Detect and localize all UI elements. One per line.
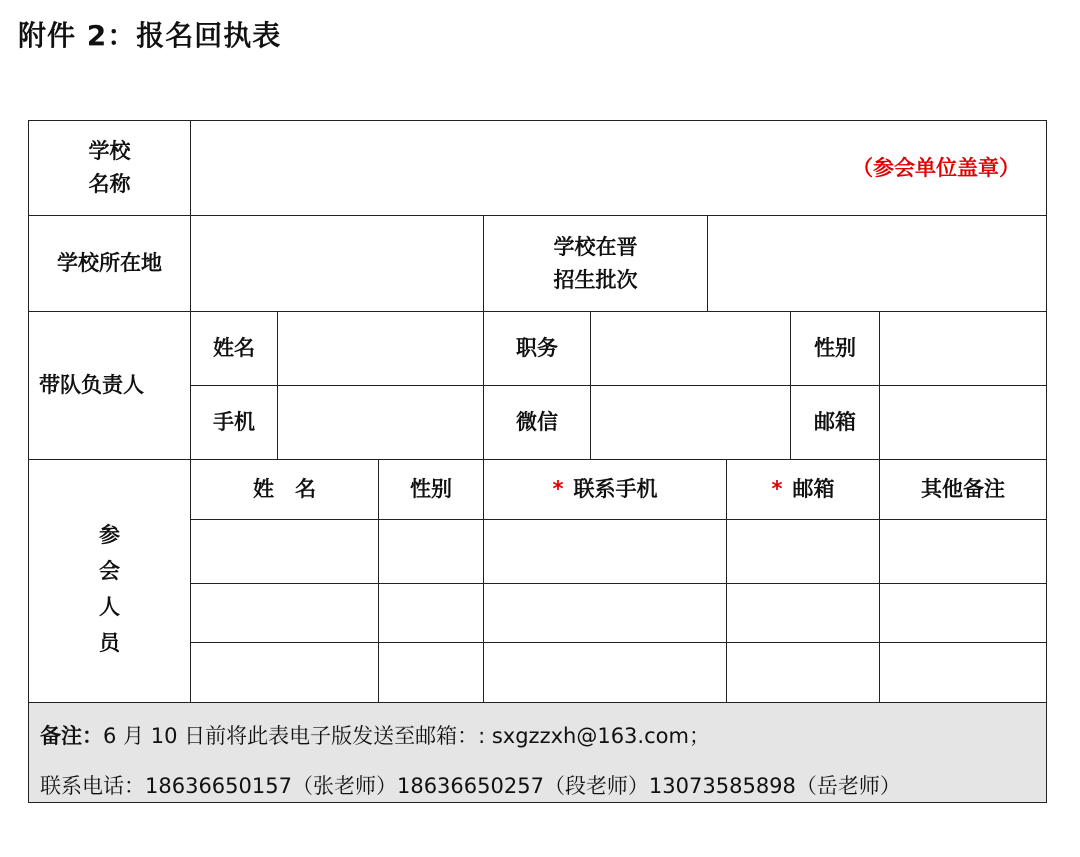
attendee-gender-field[interactable]: [378, 583, 484, 643]
leader-wechat-field[interactable]: [590, 385, 791, 460]
attendees-label-char: 员: [99, 631, 120, 655]
leader-position-field[interactable]: [590, 311, 791, 386]
admission-batch-label-line2: 招生批次: [553, 267, 638, 292]
attendee-email-field[interactable]: [726, 583, 880, 643]
attendee-other-field[interactable]: [879, 519, 1047, 584]
required-mark: *: [771, 477, 783, 501]
attendee-name-field[interactable]: [190, 642, 379, 703]
admission-batch-label-line1: 学校在晋: [553, 234, 638, 259]
school-name-label-line1: 学校: [88, 139, 131, 163]
attendee-gender-field[interactable]: [378, 642, 484, 703]
attendee-name-field[interactable]: [190, 583, 379, 643]
page-title: 附件 2：报名回执表: [18, 19, 282, 52]
school-name-field[interactable]: [190, 120, 1047, 216]
leader-gender-field[interactable]: [879, 311, 1047, 386]
remarks-contact-line: [40, 761, 1036, 811]
attendee-email-field[interactable]: [726, 519, 880, 584]
attendees-label-char: 参: [99, 523, 120, 547]
attendee-mobile-field[interactable]: [483, 642, 727, 703]
leader-gender-label: 性别: [790, 311, 880, 386]
seal-note: （参会单位盖章）: [852, 155, 1020, 180]
attendees-label-char: 会: [99, 559, 120, 583]
leader-mobile-field[interactable]: [277, 385, 484, 460]
attendee-name-field[interactable]: [190, 519, 379, 584]
remarks-deadline-line: [40, 711, 1036, 761]
remarks-box: [28, 702, 1047, 803]
attendee-other-field[interactable]: [879, 583, 1047, 643]
school-name-label-line2: 名称: [88, 172, 131, 196]
remarks-label: 备注：: [40, 724, 103, 748]
leader-email-field[interactable]: [879, 385, 1047, 460]
school-location-label: 学校所在地: [28, 215, 191, 312]
leader-label: 带队负责人: [28, 311, 191, 460]
registration-form: [28, 120, 1047, 803]
attendee-other-field[interactable]: [879, 642, 1047, 703]
attendee-email-field[interactable]: [726, 642, 880, 703]
leader-position-label: 职务: [483, 311, 591, 386]
required-mark: *: [552, 477, 564, 501]
attendees-label-char: 人: [99, 595, 120, 619]
attendee-mobile-field[interactable]: [483, 519, 727, 584]
admission-batch-label: [483, 215, 708, 312]
attendees-label: [28, 459, 191, 703]
admission-batch-field[interactable]: [707, 215, 1047, 312]
leader-email-label: 邮箱: [790, 385, 880, 460]
column-header-mobile: * 联系手机: [483, 459, 727, 520]
leader-mobile-label: 手机: [190, 385, 278, 460]
column-header-gender: 性别: [378, 459, 484, 520]
column-header-name: 姓 名: [190, 459, 379, 520]
attendee-gender-field[interactable]: [378, 519, 484, 584]
school-name-label: [28, 120, 191, 216]
remarks-deadline-text: 6 月 10 日前将此表电子版发送至邮箱：: sxgzzxh@163.com；: [103, 724, 710, 748]
attendee-mobile-field[interactable]: [483, 583, 727, 643]
column-header-email: * 邮箱: [726, 459, 880, 520]
school-location-field[interactable]: [190, 215, 484, 312]
leader-name-field[interactable]: [277, 311, 484, 386]
leader-wechat-label: 微信: [483, 385, 591, 460]
remarks-contact-text: 联系电话：18636650157（张老师）18636650257（段老师）13073585898（岳老师）: [40, 774, 901, 798]
leader-name-label: 姓名: [190, 311, 278, 386]
column-header-other: 其他备注: [879, 459, 1047, 520]
